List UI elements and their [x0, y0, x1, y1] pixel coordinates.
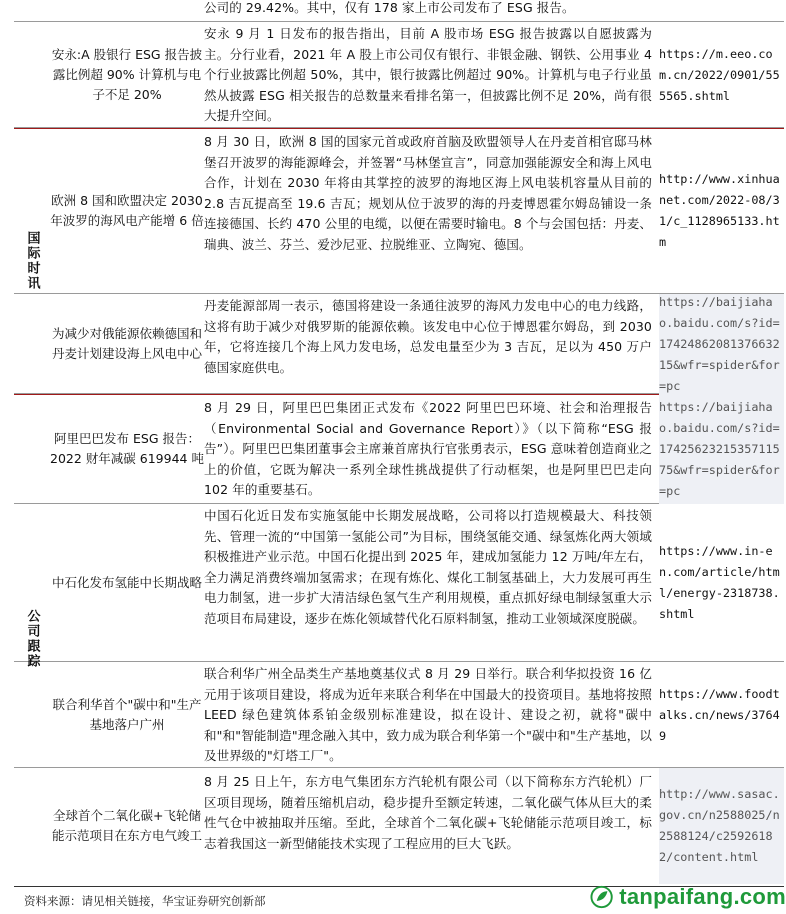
table-row — [14, 504, 784, 662]
row-title: 全球首个二氧化碳+飞轮储能示范项目在东方电气竣工 — [51, 808, 202, 843]
row-body: 8 月 29 日，阿里巴巴集团正式发布《2022 阿里巴巴环境、社会和治理报告（Environmental Social and Governance Report）》（以下简称“ESG 报告”）。阿里巴巴集团董事会主席兼首席执行官张勇表示，ESG 意味着创造商业之上的价值，它既为解决一系列全球性挑战提供了行动框架，也是阿里巴巴走向 102 年的重要基石。 — [204, 400, 652, 497]
row-link[interactable]: http://www.sasac.gov.cn/n2588025/n2588124/c25926182/content.html — [659, 768, 784, 884]
row-body: 公司的 29.42%。其中，仅有 178 家上市公司发布了 ESG 报告。 — [204, 0, 575, 15]
row-body: 中国石化近日发布实施氢能中长期发展战略，公司将以打造规模最大、科技领先、管理一流的“中国第一氢能公司”为目标，围绕氢能交通、绿氢炼化两大领域积极推进产业示范。中国石化提出到 2025 年，建成加氢能力 12 万吨/年左右，全力满足消费终端加氢需求；在现有炼化、煤化工制氢基础上，大力发展可再生电力制氢，进一步扩大清洁绿色氢气生产利用规模，重点抓好绿电制绿氢重大示范项目布局建设，逐步在炼化领域替代化石原料制氢，推动工业领域深度脱碳。 — [204, 508, 652, 626]
row-link[interactable]: https://www.in-en.com/article/html/energy-2318738.shtml — [659, 544, 780, 621]
table-row — [14, 662, 784, 768]
table-row — [14, 294, 784, 394]
table-row — [14, 768, 784, 884]
row-link[interactable]: https://m.eeo.com.cn/2022/0901/555565.shtml — [659, 46, 780, 103]
row-title: 阿里巴巴发布 ESG 报告：2022 财年减碳 619944 吨 — [50, 431, 204, 466]
category-company-tracking: 公司跟踪 — [24, 609, 40, 669]
row-body: 联合利华广州全品类生产基地奠基仪式 8 月 29 日举行。联合利华拟投资 16 亿元用于该项目建设，将成为近年来联合利华在中国最大的投资项目。基地将按照 LEED 绿色建筑体系铂金级别标准建设，拟在设计、建设之初，就将"碳中和"和"智能制造"理念融入其中，致力成为联合利华第一个"碳中和"生产基地，以及世界级的"灯塔工厂"。 — [204, 666, 652, 763]
table-row — [14, 0, 784, 22]
row-title: 为减少对俄能源依赖德国和丹麦计划建设海上风电中心 — [51, 326, 202, 361]
category-international-news: 国际时讯 — [24, 231, 40, 291]
table-row — [14, 394, 784, 504]
row-link[interactable]: http://www.xinhuanet.com/2022-08/31/c_1128965133.htm — [659, 172, 780, 249]
row-body: 8 月 25 日上午，东方电气集团东方汽轮机有限公司（以下简称东方汽轮机）厂区项目现场，随着压缩机启动，稳步提升至额定转速，二氧化碳气体从巨大的柔性气仓中被抽取并压缩。至此，全球首个二氧化碳+飞轮储能示范项目竣工，标志着我国这一新型储能技术实现了工程应用的巨大飞跃。 — [204, 774, 652, 851]
row-body: 8 月 30 日，欧洲 8 国的国家元首或政府首脑及欧盟领导人在丹麦首相官邸马林堡召开波罗的海能源峰会，并签署“马林堡宣言”，同意加强能源安全和海上风电合作，计划在 2030 年将由其掌控的波罗的海地区海上风电装机容量从目前的 2.8 吉瓦提高至 19.6 吉瓦；规划从位于波罗的海的丹麦博恩霍尔姆岛铺设一条连接德国、长约 470 公里的电缆，以便在需要时输电。8 个与会国包括：丹麦、瑞典、波兰、芬兰、爱沙尼亚、拉脱维亚、立陶宛、德国。 — [204, 134, 652, 252]
row-title: 欧洲 8 国和欧盟决定 2030 年波罗的海风电产能增 6 倍 — [50, 193, 204, 228]
row-title: 联合利华首个"碳中和"生产基地落户广州 — [52, 697, 202, 732]
table-row — [14, 128, 784, 294]
leaf-logo-icon — [590, 885, 613, 909]
row-link[interactable]: https://baijiahao.baidu.com/s?id=1742486208137663215&wfr=spider&for=pc — [659, 294, 784, 394]
row-body: 丹麦能源部周一表示，德国将建设一条通往波罗的海风力发电中心的电力线路，这将有助于减少对俄罗斯的能源依赖。该发电中心位于博恩霍尔姆岛，到 2030 年，它将连接几个海上风力发电场，总发电量至少为 3 吉瓦，足以为 450 万户德国家庭供电。 — [204, 298, 652, 375]
row-title: 中石化发布氢能中长期战略 — [51, 575, 202, 590]
row-body: 安永 9 月 1 日发布的报告指出，目前 A 股市场 ESG 报告披露以自愿披露为主。分行业看，2021 年 A 股上市公司仅有银行、非银金融、钢铁、公用事业 4 个行业披露比例超 50%，其中，银行披露比例超过 90%。计算机与电子行业虽然从披露 ESG 相关报告的总数量来看排名第一，但披露比例不足 20%，尚有很大提升空间。 — [204, 26, 652, 123]
row-link[interactable]: https://www.foodtalks.cn/news/37649 — [659, 686, 780, 743]
row-title: 安永:A 股银行 ESG 报告披露比例超 90% 计算机与电子不足 20% — [51, 47, 203, 102]
source-note: 资料来源：请见相关链接，华宝证券研究创新部 — [24, 894, 266, 908]
logo-text: tanpaifang.com — [619, 884, 786, 909]
tanpaifang-logo — [590, 880, 786, 914]
row-link[interactable]: https://baijiahao.baidu.com/s?id=1742562321535711575&wfr=spider&for=pc — [659, 394, 784, 504]
news-table — [14, 0, 784, 884]
table-row — [14, 22, 784, 128]
